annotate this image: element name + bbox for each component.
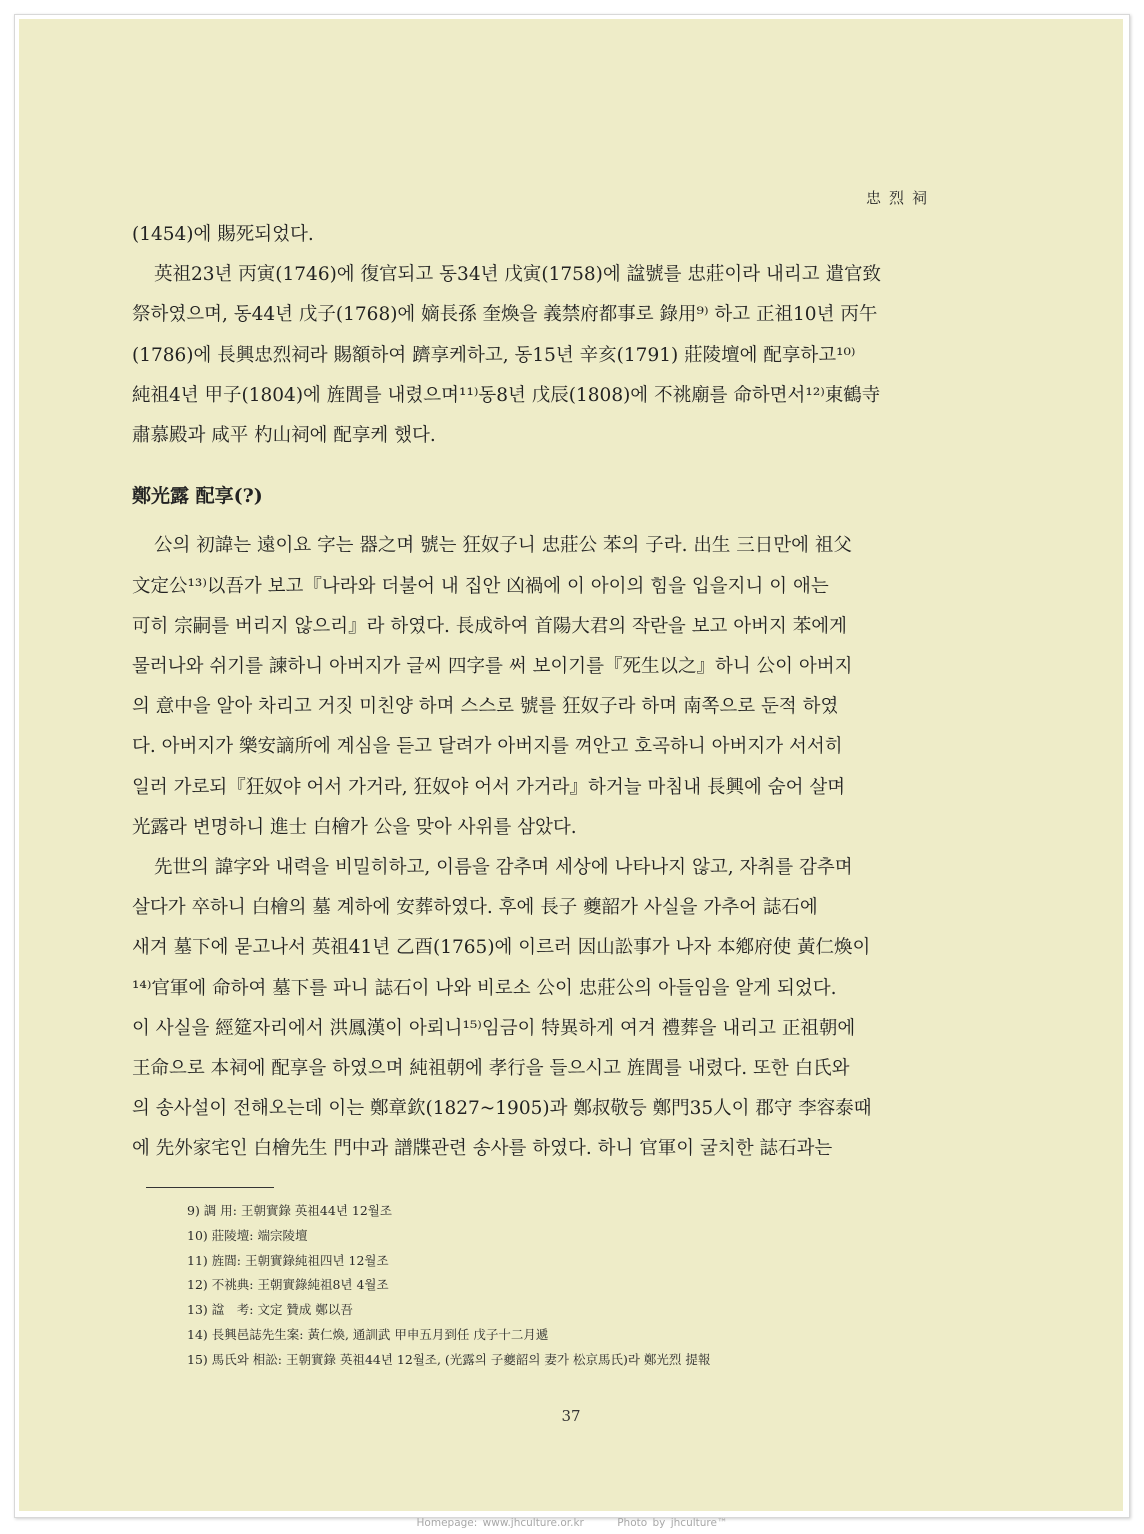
footnotes bbox=[187, 1199, 947, 1373]
photo-credit bbox=[0, 1517, 1144, 1529]
text-line: 可히 宗嗣를 버리지 않으리』라 하였다. 長成하여 首陽大君의 작란을 보고 아버지 苯에게 bbox=[132, 615, 847, 637]
body-text bbox=[132, 215, 962, 1170]
text-line: 의 송사설이 전해오는데 이는 鄭章欽(1827~1905)과 鄭叔敬등 鄭門35人이 郡守 李容泰때 bbox=[132, 1098, 872, 1120]
photographer-credit: Photo by jhculture™ bbox=[617, 1517, 728, 1529]
footnote-divider bbox=[146, 1187, 274, 1188]
footnote: 13) 諡 考: 文定 贊成 鄭以吾 bbox=[187, 1302, 353, 1318]
text-line: 일러 가로되『狂奴야 어서 가거라, 狂奴야 어서 가거라』하거늘 마침내 長興에 숨어 살며 bbox=[132, 776, 846, 798]
text-line: 文定公¹³⁾以吾가 보고『나라와 더불어 내 집안 凶禍에 이 아이의 힘을 입을지니 이 애는 bbox=[132, 575, 829, 597]
footnote: 15) 馬氏와 相訟: 王朝實錄 英祖44년 12월조, (光露의 子夔韶의 妻가 松京馬氏)라 鄭光烈 提報 bbox=[187, 1351, 711, 1367]
text-line: 光露라 변명하니 進士 白檜가 公을 맞아 사위를 삼았다. bbox=[132, 816, 577, 838]
footnote: 10) 莊陵壇: 端宗陵壇 bbox=[187, 1227, 308, 1243]
text-line: (1786)에 長興忠烈祠라 賜額하여 躋享케하고, 동15년 辛亥(1791) 莊陵壇에 配享하고¹⁰⁾ bbox=[132, 344, 856, 366]
footnote: 12) 不祧典: 王朝實錄純祖8년 4월조 bbox=[187, 1277, 389, 1293]
text-line: 새겨 墓下에 묻고나서 英祖41년 乙酉(1765)에 이르러 因山訟事가 나자 本鄕府使 黃仁煥이 bbox=[132, 937, 871, 959]
footnote: 11) 旌閭: 王朝實錄純祖四년 12월조 bbox=[187, 1252, 389, 1268]
footnote: 9) 調 用: 王朝實錄 英祖44년 12월조 bbox=[187, 1203, 392, 1218]
paragraph-1 bbox=[132, 526, 962, 848]
section1-paragraph bbox=[132, 255, 962, 456]
text-line: 의 意中을 알아 차리고 거짓 미친양 하며 스스로 號를 狂奴子라 하며 南쪽으로 둔적 하였 bbox=[132, 696, 839, 718]
text-line: 純祖4년 甲子(1804)에 旌閭를 내렸으며¹¹⁾동8년 戊辰(1808)에 不祧廟를 命하면서¹²⁾東鶴寺 bbox=[132, 384, 881, 406]
text-line: 물러나와 쉬기를 諫하니 아버지가 글씨 四字를 써 보이기를『死生以之』하니 公이 아버지 bbox=[132, 656, 853, 678]
section-heading: 鄭光露 配享(?) bbox=[132, 485, 263, 508]
homepage-credit: Homepage: www.jhculture.or.kr bbox=[416, 1517, 584, 1529]
text-line: 다. 아버지가 樂安謫所에 계심을 듣고 달려가 아버지를 껴안고 호곡하니 아버지가 서서히 bbox=[132, 736, 843, 758]
book-page bbox=[19, 19, 1123, 1511]
page-number: 37 bbox=[561, 1407, 581, 1425]
text-line: 에 先外家宅인 白檜先生 門中과 譜牒관련 송사를 하였다. 하니 官軍이 굴치한 誌石과는 bbox=[132, 1138, 833, 1160]
text-line: 公의 初諱는 遠이요 字는 器之며 號는 狂奴子니 忠莊公 苯의 子라. 出生 三日만에 祖父 bbox=[154, 535, 852, 557]
text-line: 살다가 卒하니 白檜의 墓 계하에 安葬하였다. 후에 長子 夔韶가 사실을 가추어 誌石에 bbox=[132, 897, 818, 919]
footnote: 14) 長興邑誌先生案: 黃仁煥, 通訓武 甲申五月到任 戊子十二月遞 bbox=[187, 1326, 549, 1342]
text-line: 王命으로 本祠에 配享을 하였으며 純祖朝에 孝行을 들으시고 旌閭를 내렸다. 또한 白氏와 bbox=[132, 1058, 850, 1080]
running-head: 忠烈祠 bbox=[865, 189, 935, 207]
text-line: 이 사실을 經筵자리에서 洪鳳漢이 아뢰니¹⁵⁾임금이 特異하게 여겨 禮葬을 내리고 正祖朝에 bbox=[132, 1017, 856, 1039]
text-line: 肅慕殿과 咸平 杓山祠에 配享케 했다. bbox=[132, 425, 436, 447]
text-line: 祭하였으며, 동44년 戊子(1768)에 嫡長孫 奎煥을 義禁府都事로 錄用⁹⁾ 하고 正祖10년 丙午 bbox=[132, 304, 878, 326]
text-line: 英祖23년 丙寅(1746)에 復官되고 동34년 戊寅(1758)에 諡號를 忠莊이라 내리고 遣官致 bbox=[154, 264, 881, 286]
section1-line: (1454)에 賜死되었다. bbox=[132, 224, 314, 245]
paragraph-2 bbox=[132, 848, 962, 1170]
text-line: ¹⁴⁾官軍에 命하여 墓下를 파니 誌石이 나와 비로소 公이 忠莊公의 아들임을 알게 되었다. bbox=[132, 977, 837, 999]
text-line: 先世의 諱字와 내력을 비밀히하고, 이름을 감추며 세상에 나타나지 않고, 자취를 감추며 bbox=[154, 857, 853, 879]
